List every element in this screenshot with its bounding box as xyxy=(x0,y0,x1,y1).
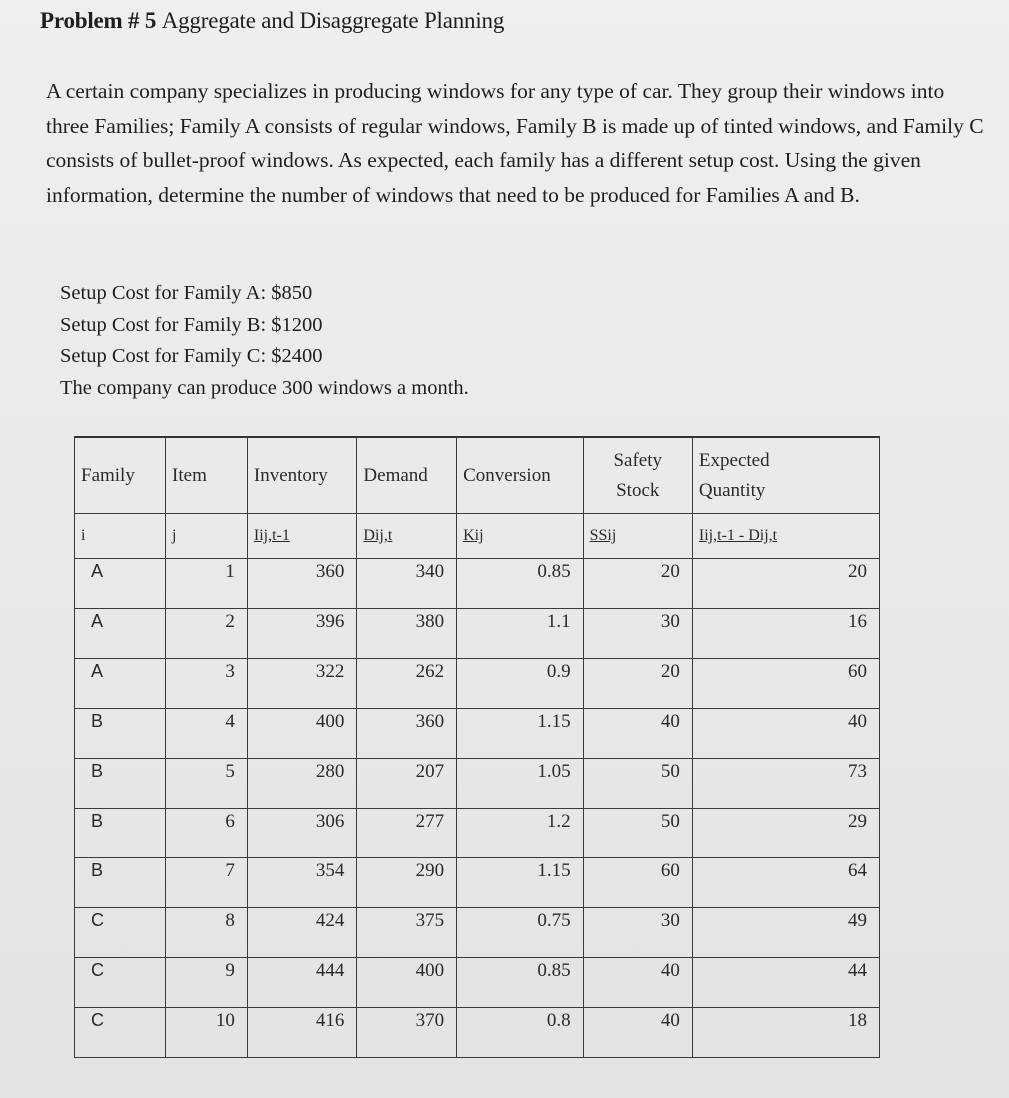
cell-expected: 16 xyxy=(692,608,879,658)
subheader-expected-text: Iij,t-1 - Dij,t xyxy=(698,527,778,545)
header-inventory: Inventory xyxy=(247,437,357,514)
cell-safety: 30 xyxy=(583,908,692,958)
cell-expected: 44 xyxy=(692,958,879,1008)
problem-heading: Aggregate and Disaggregate Planning xyxy=(161,8,505,33)
cell-demand: 360 xyxy=(357,708,457,758)
cell-family: A xyxy=(75,658,166,708)
subheader-safety-text: SSij xyxy=(589,527,617,545)
table-row xyxy=(75,758,880,808)
subheader-inventory-text: Iij,t-1 xyxy=(253,527,290,545)
cell-conversion: 1.2 xyxy=(457,808,584,858)
setup-cost-family-a: Setup Cost for Family A: $850 xyxy=(60,282,313,304)
setup-cost-family-b: Setup Cost for Family B: $1200 xyxy=(60,313,323,336)
cell-family: C xyxy=(75,958,166,1008)
cell-inventory: 444 xyxy=(247,958,357,1008)
subheader-expected xyxy=(692,514,879,559)
subheader-conversion-text: Kij xyxy=(463,527,484,545)
setup-cost-family-c: Setup Cost for Family C: $2400 xyxy=(60,345,323,367)
cell-safety: 40 xyxy=(583,958,692,1008)
table-row xyxy=(75,808,880,858)
header-expected-line2: Quantity xyxy=(698,479,766,501)
table-body xyxy=(75,559,880,1058)
cell-conversion: 0.85 xyxy=(457,559,584,609)
cell-conversion: 0.75 xyxy=(457,908,584,958)
cell-demand: 380 xyxy=(357,608,457,658)
cell-safety: 50 xyxy=(583,808,692,858)
subheader-conversion xyxy=(457,514,584,559)
cell-expected: 40 xyxy=(692,708,879,758)
planning-table xyxy=(74,436,880,1058)
cell-inventory: 354 xyxy=(247,858,357,908)
cell-inventory: 306 xyxy=(247,808,357,858)
cell-item: 5 xyxy=(166,758,248,808)
cell-item: 8 xyxy=(166,908,248,958)
header-safety-line1: Safety xyxy=(613,449,663,471)
cell-expected: 18 xyxy=(692,1008,879,1058)
cell-conversion: 1.05 xyxy=(457,758,584,808)
table-row xyxy=(75,858,880,908)
cell-expected: 29 xyxy=(692,808,879,858)
header-conversion: Conversion xyxy=(457,437,584,514)
cell-conversion: 0.8 xyxy=(457,1008,584,1058)
cell-demand: 290 xyxy=(357,858,457,908)
table-row xyxy=(75,559,880,609)
header-safety-stock xyxy=(583,437,692,514)
cell-family: C xyxy=(75,1008,166,1058)
cell-item: 4 xyxy=(166,708,248,758)
cell-item: 1 xyxy=(166,559,248,609)
cell-demand: 375 xyxy=(357,908,457,958)
header-expected-quantity xyxy=(692,437,879,514)
cell-expected: 49 xyxy=(692,908,879,958)
subheader-demand-text: Dij,t xyxy=(363,527,393,545)
cell-family: A xyxy=(75,608,166,658)
header-safety-line2: Stock xyxy=(616,479,660,501)
table-row xyxy=(75,1008,880,1058)
cell-safety: 20 xyxy=(583,658,692,708)
cell-demand: 400 xyxy=(357,958,457,1008)
subheader-family-text: i xyxy=(81,527,86,545)
cell-demand: 340 xyxy=(357,559,457,609)
cell-conversion: 0.85 xyxy=(457,958,584,1008)
header-family: Family xyxy=(75,437,166,514)
cell-safety: 30 xyxy=(583,608,692,658)
cell-safety: 40 xyxy=(583,1008,692,1058)
cell-inventory: 416 xyxy=(247,1008,357,1058)
table-row xyxy=(75,958,880,1008)
cell-demand: 370 xyxy=(357,1008,457,1058)
cell-inventory: 424 xyxy=(247,908,357,958)
subheader-inventory xyxy=(247,514,357,559)
subheader-family xyxy=(75,514,166,559)
header-expected-line1: Expected xyxy=(698,449,770,471)
cell-item: 10 xyxy=(166,1008,248,1058)
cell-expected: 73 xyxy=(692,758,879,808)
cell-conversion: 1.1 xyxy=(457,608,584,658)
cell-inventory: 396 xyxy=(247,608,357,658)
cell-inventory: 322 xyxy=(247,658,357,708)
cell-family: B xyxy=(75,808,166,858)
setup-cost-list xyxy=(60,278,469,404)
production-capacity: The company can produce 300 windows a month. xyxy=(60,376,469,399)
cell-safety: 60 xyxy=(583,858,692,908)
cell-conversion: 1.15 xyxy=(457,708,584,758)
cell-demand: 277 xyxy=(357,808,457,858)
cell-inventory: 280 xyxy=(247,758,357,808)
problem-title xyxy=(40,8,504,34)
subheader-item xyxy=(166,514,248,559)
cell-demand: 262 xyxy=(357,658,457,708)
cell-family: B xyxy=(75,758,166,808)
cell-family: A xyxy=(75,559,166,609)
table-subheader-row xyxy=(75,514,880,559)
cell-item: 9 xyxy=(166,958,248,1008)
cell-expected: 64 xyxy=(692,858,879,908)
cell-conversion: 0.9 xyxy=(457,658,584,708)
cell-expected: 20 xyxy=(692,559,879,609)
cell-conversion: 1.15 xyxy=(457,858,584,908)
cell-item: 6 xyxy=(166,808,248,858)
cell-safety: 40 xyxy=(583,708,692,758)
table-header-row xyxy=(75,437,880,514)
cell-inventory: 360 xyxy=(247,559,357,609)
cell-family: B xyxy=(75,858,166,908)
cell-expected: 60 xyxy=(692,658,879,708)
cell-safety: 50 xyxy=(583,758,692,808)
header-item: Item xyxy=(166,437,248,514)
subheader-demand xyxy=(357,514,457,559)
cell-item: 3 xyxy=(166,658,248,708)
cell-item: 2 xyxy=(166,608,248,658)
table-row xyxy=(75,608,880,658)
subheader-safety xyxy=(583,514,692,559)
subheader-item-text: j xyxy=(172,527,177,545)
table-row xyxy=(75,908,880,958)
cell-demand: 207 xyxy=(357,758,457,808)
table-row xyxy=(75,708,880,758)
cell-family: C xyxy=(75,908,166,958)
cell-inventory: 400 xyxy=(247,708,357,758)
problem-description: A certain company specializes in producing windows for any type of car. They group their windows into three Families; Family A consists of regular windows, Family B is made up of tinted windows, and Family C consists of bullet-proof windows. As expected, each family has a different setup cost. Using the given information, determine the number of windows that need to be produced for Families A and B. xyxy=(46,79,984,207)
cell-safety: 20 xyxy=(583,559,692,609)
header-demand: Demand xyxy=(357,437,457,514)
planning-table-wrap xyxy=(74,436,880,1058)
table-row xyxy=(75,658,880,708)
cell-item: 7 xyxy=(166,858,248,908)
cell-family: B xyxy=(75,708,166,758)
problem-number: Problem # 5 xyxy=(40,8,157,33)
